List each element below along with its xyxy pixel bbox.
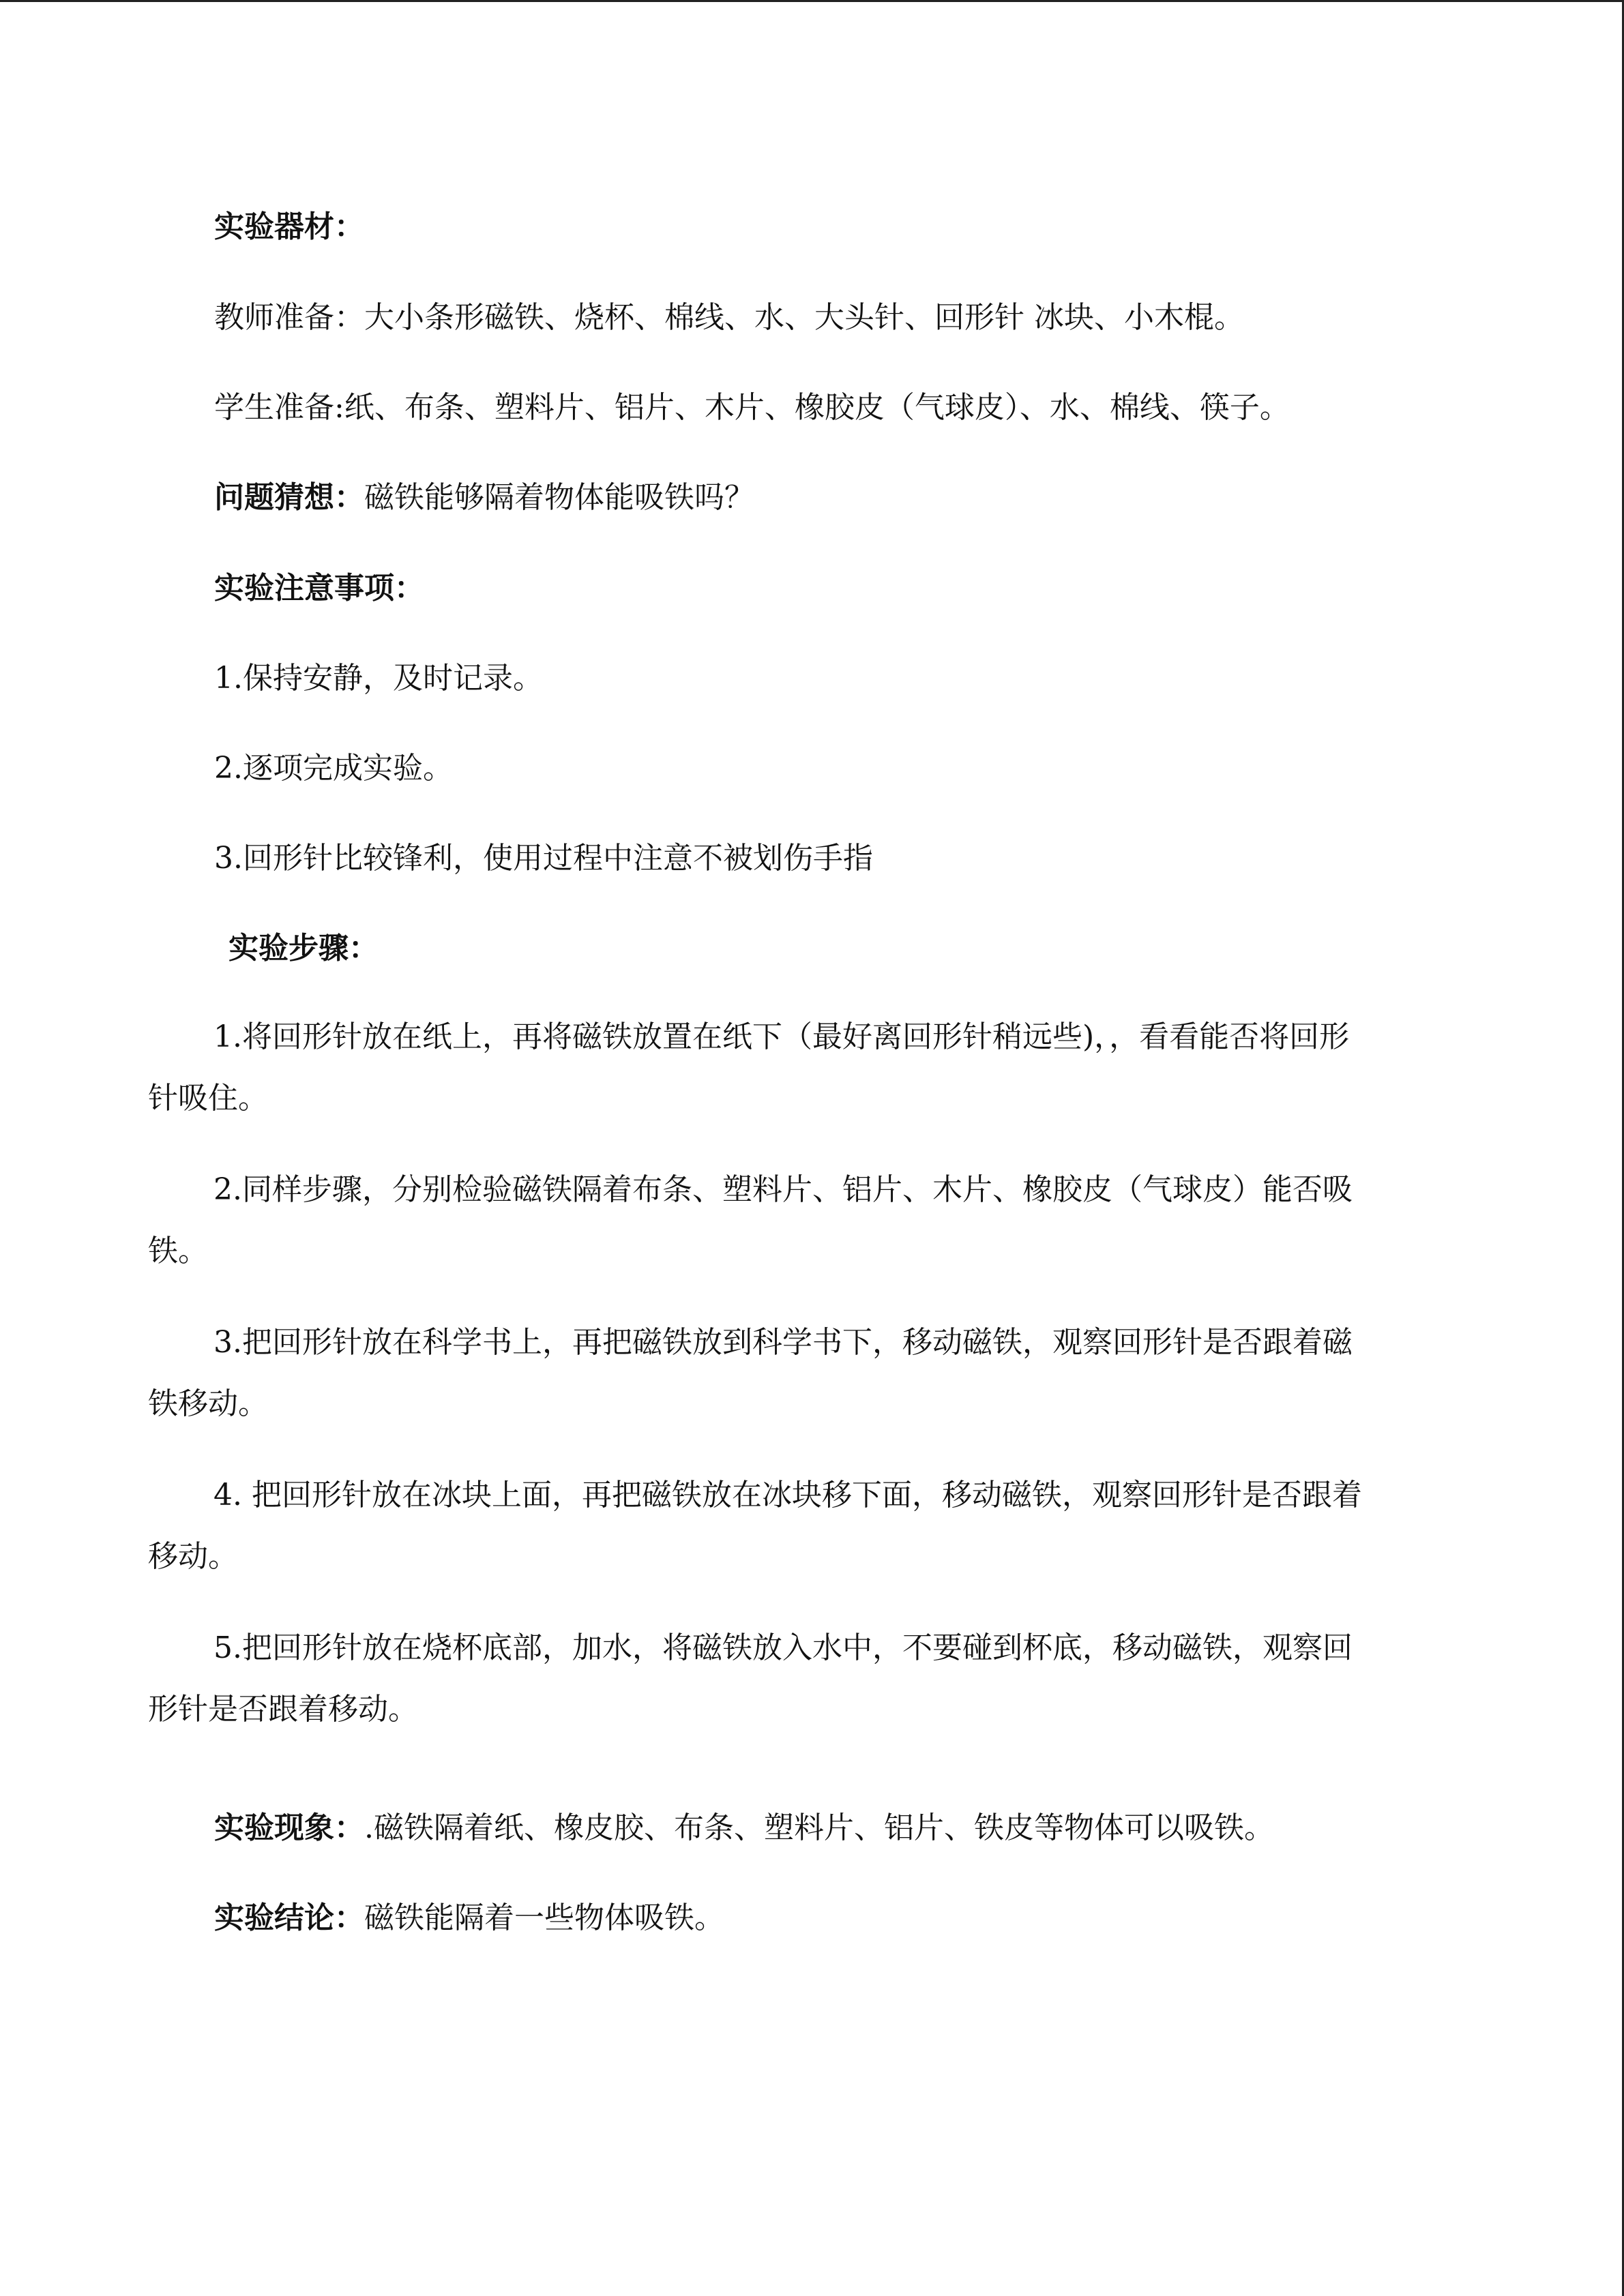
conclusion — [214, 1896, 724, 1941]
student-prep-text: 纸、布条、塑料片、铝片、木片、橡胶皮（气球皮）、水、棉线、筷子。 — [344, 390, 1290, 425]
student-prep — [214, 385, 1290, 430]
notes-item: 1.保持安静，及时记录。 — [214, 661, 543, 696]
notes-item: 3.回形针比较锋利，使用过程中注意不被划伤手指 — [214, 841, 873, 876]
step-item — [148, 1312, 1353, 1435]
step-line2: 针吸住。 — [148, 1081, 268, 1116]
steps-heading: 实验步骤： — [228, 931, 379, 966]
student-prep-label: 学生准备: — [214, 390, 344, 425]
page-border-top — [0, 0, 1624, 2]
materials-heading: 实验器材： — [214, 209, 364, 244]
conclusion-label: 实验结论： — [214, 1900, 364, 1935]
notes-heading: 实验注意事项： — [214, 571, 424, 606]
step-item — [148, 1465, 1362, 1587]
step-item — [148, 1007, 1349, 1129]
step-line2: 铁。 — [148, 1234, 208, 1268]
question-text: 磁铁能够隔着物体能吸铁吗？ — [364, 480, 754, 515]
step-line1: 1.将回形针放在纸上，再将磁铁放置在纸下（最好离回形针稍远些)，，看看能否将回形 — [213, 1019, 1350, 1054]
step-item — [148, 1617, 1353, 1740]
step-line1: 4. 把回形针放在冰块上面，再把磁铁放在冰块移下面，移动磁铁，观察回形针是否跟着 — [213, 1478, 1362, 1512]
step-line2: 形针是否跟着移动。 — [148, 1692, 418, 1727]
phenomenon-text: .磁铁隔着纸、橡皮胶、布条、塑料片、铝片、铁皮等物体可以吸铁。 — [364, 1810, 1274, 1845]
teacher-prep — [214, 295, 1244, 340]
step-item — [148, 1159, 1353, 1282]
question-guess — [214, 475, 754, 520]
teacher-prep-label: 教师准备： — [214, 300, 364, 335]
step-line1: 3.把回形针放在科学书上，再把磁铁放到科学书下，移动磁铁，观察回形针是否跟着磁 — [213, 1325, 1353, 1360]
step-line2: 铁移动。 — [148, 1386, 268, 1421]
conclusion-text: 磁铁能隔着一些物体吸铁。 — [364, 1900, 724, 1935]
step-line1: 2.同样步骤，分别检验磁铁隔着布条、塑料片、铝片、木片、橡胶皮（气球皮）能否吸 — [213, 1172, 1353, 1207]
teacher-prep-text: 大小条形磁铁、烧杯、棉线、水、大头针、回形针 冰块、小木棍。 — [364, 300, 1244, 335]
phenomenon — [214, 1806, 1274, 1851]
step-line1: 5.把回形针放在烧杯底部，加水，将磁铁放入水中，不要碰到杯底，移动磁铁，观察回 — [213, 1630, 1353, 1665]
step-line2: 移动。 — [148, 1539, 238, 1574]
phenomenon-label: 实验现象： — [214, 1810, 364, 1845]
question-label: 问题猜想： — [214, 480, 364, 515]
notes-item: 2.逐项完成实验。 — [214, 751, 453, 786]
